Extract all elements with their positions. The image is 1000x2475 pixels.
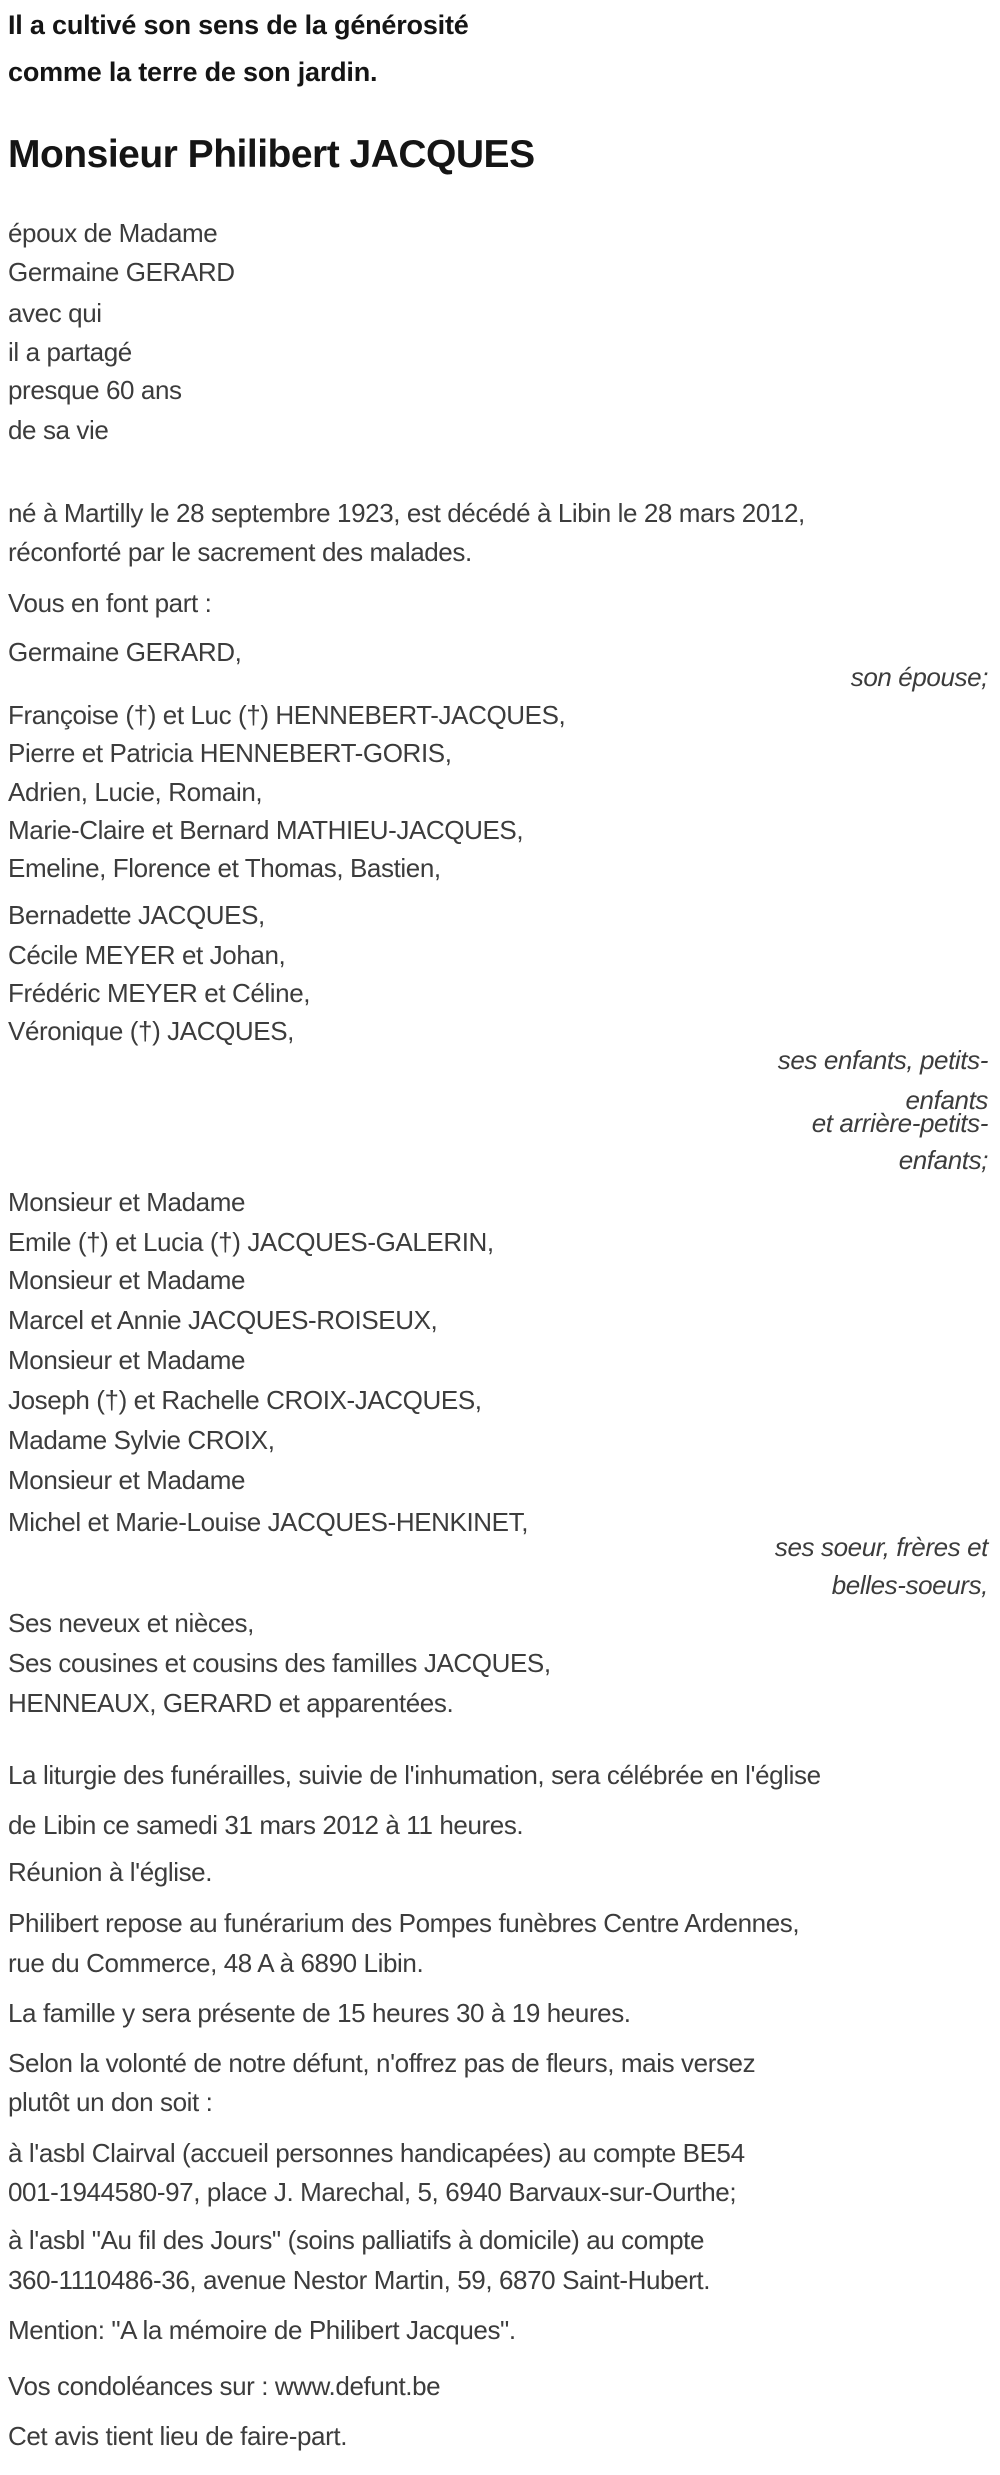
- mourner-line: Emeline, Florence et Thomas, Bastien,: [8, 853, 441, 883]
- mourner-line: Françoise (†) et Luc (†) HENNEBERT-JACQUES,: [8, 700, 566, 730]
- mourner-line: Madame Sylvie CROIX,: [8, 1425, 275, 1455]
- condolences-line: Vos condoléances sur : www.defunt.be: [8, 2371, 441, 2401]
- spouse-intro-line: presque 60 ans: [8, 375, 182, 405]
- funeral-liturgy-line: La liturgie des funérailles, suivie de l'inhumation, sera célébrée en l'église: [8, 1760, 821, 1790]
- mourner-line: Monsieur et Madame: [8, 1465, 246, 1495]
- relation-label-children: et arrière-petits-: [811, 1108, 988, 1138]
- donation-clairval-line: à l'asbl Clairval (accueil personnes handicapées) au compte BE54: [8, 2138, 745, 2168]
- mourner-line: Bernadette JACQUES,: [8, 900, 265, 930]
- mourner-line: Marcel et Annie JACQUES-ROISEUX,: [8, 1305, 438, 1335]
- donation-clairval-line: 001-1944580-97, place J. Marechal, 5, 6940 Barvaux-sur-Ourthe;: [8, 2177, 737, 2207]
- donation-aufildesjours-line: à l'asbl "Au fil des Jours" (soins palliatifs à domicile) au compte: [8, 2225, 705, 2255]
- mourner-line: Monsieur et Madame: [8, 1345, 246, 1375]
- relation-label-children: enfants;: [898, 1145, 988, 1175]
- death-notice-line-2: réconforté par le sacrement des malades.: [8, 537, 472, 567]
- funerarium-line: Philibert repose au funérarium des Pompes funèbres Centre Ardennes,: [8, 1908, 800, 1938]
- mourner-line: Joseph (†) et Rachelle CROIX-JACQUES,: [8, 1385, 482, 1415]
- mourner-line: Frédéric MEYER et Céline,: [8, 978, 311, 1008]
- mourner-line: Monsieur et Madame: [8, 1265, 246, 1295]
- donation-intro-line: Selon la volonté de notre défunt, n'offrez pas de fleurs, mais versez: [8, 2048, 756, 2078]
- relation-label-children: ses enfants, petits-: [777, 1045, 988, 1075]
- closing-line: Cet avis tient lieu de faire-part.: [8, 2421, 348, 2451]
- epigraph-line-2: comme la terre de son jardin.: [8, 57, 378, 87]
- spouse-intro-line: il a partagé: [8, 337, 132, 367]
- mention-line: Mention: "A la mémoire de Philibert Jacques".: [8, 2315, 516, 2345]
- mourner-line: Monsieur et Madame: [8, 1187, 246, 1217]
- spouse-intro-line: époux de Madame: [8, 218, 218, 248]
- spouse-intro-line: Germaine GERARD: [8, 257, 235, 287]
- mourner-line: Pierre et Patricia HENNEBERT-GORIS,: [8, 738, 452, 768]
- relation-label-spouse: son épouse;: [850, 662, 988, 692]
- spouse-intro-line: de sa vie: [8, 415, 109, 445]
- mourner-line: Emile (†) et Lucia (†) JACQUES-GALERIN,: [8, 1227, 494, 1257]
- mourner-line: Adrien, Lucie, Romain,: [8, 777, 263, 807]
- spouse-intro-line: avec qui: [8, 298, 102, 328]
- meeting-line: Réunion à l'église.: [8, 1857, 213, 1887]
- funerarium-line: rue du Commerce, 48 A à 6890 Libin.: [8, 1948, 424, 1978]
- mourner-line: Véronique (†) JACQUES,: [8, 1016, 294, 1046]
- mourner-line: Cécile MEYER et Johan,: [8, 940, 286, 970]
- mourner-line: Marie-Claire et Bernard MATHIEU-JACQUES,: [8, 815, 524, 845]
- relation-label-siblings: ses soeur, frères et: [774, 1532, 988, 1562]
- funeral-liturgy-line: de Libin ce samedi 31 mars 2012 à 11 heures.: [8, 1810, 524, 1840]
- mourner-extended-line: Ses cousines et cousins des familles JACQUES,: [8, 1648, 551, 1678]
- mourner-spouse-name: Germaine GERARD,: [8, 637, 242, 667]
- family-presence-line: La famille y sera présente de 15 heures 30 à 19 heures.: [8, 1998, 631, 2028]
- epigraph-line-1: Il a cultivé son sens de la générosité: [8, 10, 469, 40]
- donation-aufildesjours-line: 360-1110486-36, avenue Nestor Martin, 59, 6870 Saint-Hubert.: [8, 2265, 711, 2295]
- relation-label-siblings: belles-soeurs,: [831, 1570, 988, 1600]
- deceased-name: Monsieur Philibert JACQUES: [8, 133, 535, 176]
- announcement-intro: Vous en font part :: [8, 588, 212, 618]
- relation-label-children: enfants: [905, 1085, 988, 1115]
- mourner-extended-line: HENNEAUX, GERARD et apparentées.: [8, 1688, 454, 1718]
- mourner-extended-line: Ses neveux et nièces,: [8, 1608, 254, 1638]
- donation-intro-line: plutôt un don soit :: [8, 2087, 213, 2117]
- mourner-line: Michel et Marie-Louise JACQUES-HENKINET,: [8, 1507, 529, 1537]
- death-notice-line-1: né à Martilly le 28 septembre 1923, est décédé à Libin le 28 mars 2012,: [8, 498, 805, 528]
